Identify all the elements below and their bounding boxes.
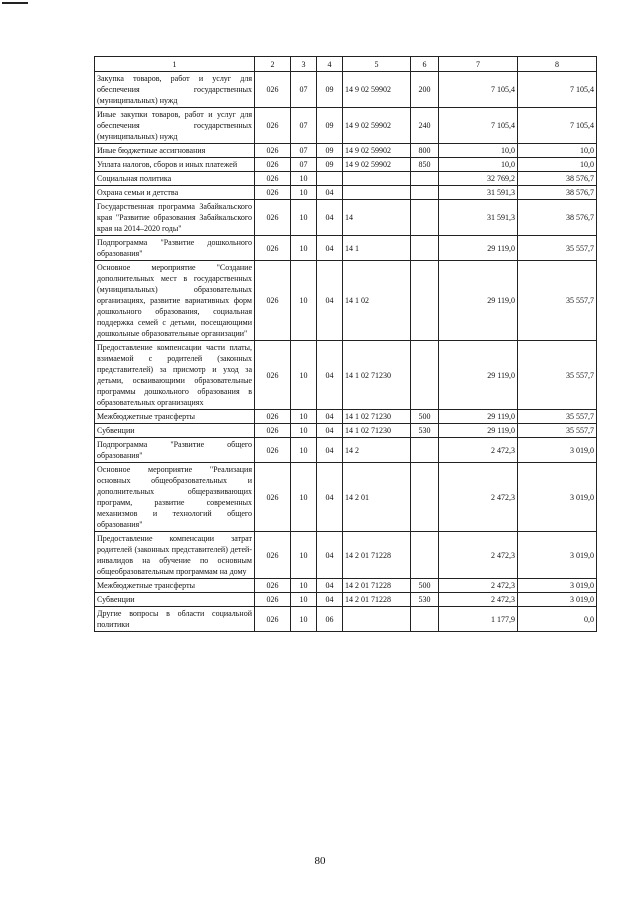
row-csr: 14 2 01 71228 [343, 579, 411, 593]
table-row [95, 72, 597, 108]
row-ved: 026 [255, 579, 291, 593]
row-csr: 14 9 02 59902 [343, 72, 411, 108]
row-pr: 09 [317, 158, 343, 172]
row-rz: 10 [291, 532, 317, 579]
row-sum2: 3 019,0 [518, 579, 597, 593]
table-row [95, 236, 597, 261]
row-pr: 09 [317, 72, 343, 108]
column-header: 5 [343, 57, 411, 72]
row-sum2: 35 557,7 [518, 424, 597, 438]
row-sum2: 10,0 [518, 158, 597, 172]
row-sum1: 10,0 [439, 144, 518, 158]
row-csr [343, 172, 411, 186]
row-rz: 10 [291, 607, 317, 632]
row-csr: 14 1 02 71230 [343, 410, 411, 424]
row-ved: 026 [255, 186, 291, 200]
row-rz: 07 [291, 72, 317, 108]
row-pr: 04 [317, 579, 343, 593]
row-ved: 026 [255, 438, 291, 463]
row-vr: 530 [411, 424, 439, 438]
table-row [95, 108, 597, 144]
row-vr: 800 [411, 144, 439, 158]
row-sum2: 0,0 [518, 607, 597, 632]
row-csr: 14 9 02 59902 [343, 108, 411, 144]
row-sum2: 38 576,7 [518, 186, 597, 200]
row-sum1: 2 472,3 [439, 463, 518, 532]
row-vr [411, 607, 439, 632]
row-name: Межбюджетные трансферты [95, 579, 255, 593]
page-number: 80 [314, 855, 326, 867]
table-row [95, 607, 597, 632]
table-row [95, 158, 597, 172]
row-ved: 026 [255, 593, 291, 607]
row-vr [411, 261, 439, 341]
row-pr: 09 [317, 108, 343, 144]
row-rz: 10 [291, 438, 317, 463]
row-vr [411, 236, 439, 261]
row-name: Субвенции [95, 593, 255, 607]
row-pr: 06 [317, 607, 343, 632]
row-csr: 14 1 [343, 236, 411, 261]
row-sum2: 3 019,0 [518, 593, 597, 607]
row-vr: 530 [411, 593, 439, 607]
row-csr: 14 9 02 59902 [343, 144, 411, 158]
table-row [95, 172, 597, 186]
row-name: Предоставление компенсации затрат родителей (законных представителей) детей-инвалидов на обучение по основным общеобразовательным программам на дому [95, 532, 255, 579]
row-vr [411, 186, 439, 200]
row-name: Иные закупки товаров, работ и услуг для обеспечения государственных (муниципальных) нужд [95, 108, 255, 144]
row-rz: 10 [291, 463, 317, 532]
row-csr [343, 186, 411, 200]
row-pr: 04 [317, 200, 343, 236]
row-name: Предоставление компенсации части платы, взимаемой с родителей (законных представителей) за присмотр и уход за детьми, осваивающими образовательные программы дошкольного образования в образовательных организациях [95, 341, 255, 410]
row-sum2: 3 019,0 [518, 438, 597, 463]
row-name: Основное мероприятие "Реализация основных общеобразовательных и дополнительных общеразвивающих программ, развитие современных механизмов и технологий общего образования" [95, 463, 255, 532]
row-name: Социальная политика [95, 172, 255, 186]
row-sum1: 1 177,9 [439, 607, 518, 632]
row-csr: 14 2 01 71228 [343, 593, 411, 607]
column-header: 3 [291, 57, 317, 72]
row-name: Подпрограмма "Развитие дошкольного образования" [95, 236, 255, 261]
budget-table [94, 56, 597, 632]
row-sum2: 35 557,7 [518, 236, 597, 261]
row-ved: 026 [255, 172, 291, 186]
row-name: Подпрограмма "Развитие общего образования" [95, 438, 255, 463]
row-sum1: 29 119,0 [439, 261, 518, 341]
row-csr: 14 [343, 200, 411, 236]
row-csr: 14 2 [343, 438, 411, 463]
row-name: Межбюджетные трансферты [95, 410, 255, 424]
row-sum1: 2 472,3 [439, 532, 518, 579]
column-header: 4 [317, 57, 343, 72]
row-rz: 10 [291, 579, 317, 593]
row-ved: 026 [255, 261, 291, 341]
row-ved: 026 [255, 607, 291, 632]
row-pr: 04 [317, 186, 343, 200]
row-sum1: 7 105,4 [439, 108, 518, 144]
row-ved: 026 [255, 158, 291, 172]
row-sum1: 2 472,3 [439, 593, 518, 607]
row-rz: 10 [291, 410, 317, 424]
row-ved: 026 [255, 72, 291, 108]
row-vr: 240 [411, 108, 439, 144]
row-sum1: 2 472,3 [439, 438, 518, 463]
row-csr [343, 607, 411, 632]
row-sum2: 35 557,7 [518, 341, 597, 410]
row-sum2: 35 557,7 [518, 410, 597, 424]
row-vr [411, 463, 439, 532]
column-header: 2 [255, 57, 291, 72]
row-sum1: 31 591,3 [439, 186, 518, 200]
table-row [95, 579, 597, 593]
row-rz: 10 [291, 341, 317, 410]
row-sum1: 29 119,0 [439, 236, 518, 261]
row-ved: 026 [255, 424, 291, 438]
row-name: Основное мероприятие "Создание дополнительных мест в государственных (муниципальных) образовательных организациях, развитие вариативных форм дошкольного образования, социальная поддержка семей с детьми, посещающими дошкольные образовательные организации" [95, 261, 255, 341]
row-vr [411, 438, 439, 463]
table-row [95, 410, 597, 424]
row-pr: 04 [317, 463, 343, 532]
row-pr: 04 [317, 593, 343, 607]
row-pr: 04 [317, 341, 343, 410]
column-header: 1 [95, 57, 255, 72]
row-csr: 14 1 02 71230 [343, 341, 411, 410]
row-vr [411, 532, 439, 579]
row-pr [317, 172, 343, 186]
row-ved: 026 [255, 200, 291, 236]
row-pr: 04 [317, 424, 343, 438]
row-vr [411, 172, 439, 186]
row-rz: 10 [291, 593, 317, 607]
column-header: 6 [411, 57, 439, 72]
row-csr: 14 9 02 59902 [343, 158, 411, 172]
row-sum2: 35 557,7 [518, 261, 597, 341]
table-header-row [95, 57, 597, 72]
corner-scan-mark [2, 2, 28, 4]
row-pr: 04 [317, 236, 343, 261]
row-ved: 026 [255, 532, 291, 579]
row-rz: 10 [291, 236, 317, 261]
column-header: 7 [439, 57, 518, 72]
table-row [95, 532, 597, 579]
row-name: Уплата налогов, сборов и иных платежей [95, 158, 255, 172]
table-row [95, 593, 597, 607]
row-ved: 026 [255, 410, 291, 424]
row-pr: 04 [317, 438, 343, 463]
table-row [95, 424, 597, 438]
row-vr: 500 [411, 410, 439, 424]
row-sum1: 2 472,3 [439, 579, 518, 593]
row-pr: 04 [317, 261, 343, 341]
table-row [95, 200, 597, 236]
row-ved: 026 [255, 144, 291, 158]
table-row [95, 144, 597, 158]
table-row [95, 438, 597, 463]
column-header: 8 [518, 57, 597, 72]
row-name: Другие вопросы в области социальной политики [95, 607, 255, 632]
row-ved: 026 [255, 108, 291, 144]
row-rz: 10 [291, 200, 317, 236]
row-ved: 026 [255, 236, 291, 261]
row-vr: 850 [411, 158, 439, 172]
row-sum1: 29 119,0 [439, 424, 518, 438]
row-csr: 14 2 01 71228 [343, 532, 411, 579]
row-sum2: 38 576,7 [518, 200, 597, 236]
row-sum1: 29 119,0 [439, 341, 518, 410]
row-csr: 14 1 02 [343, 261, 411, 341]
row-name: Иные бюджетные ассигнования [95, 144, 255, 158]
row-vr: 200 [411, 72, 439, 108]
row-rz: 10 [291, 424, 317, 438]
row-sum1: 29 119,0 [439, 410, 518, 424]
row-sum1: 32 769,2 [439, 172, 518, 186]
row-name: Государственная программа Забайкальского края "Развитие образования Забайкальского края на 2014–2020 годы" [95, 200, 255, 236]
row-csr: 14 2 01 [343, 463, 411, 532]
row-sum1: 31 591,3 [439, 200, 518, 236]
row-rz: 07 [291, 144, 317, 158]
row-rz: 07 [291, 108, 317, 144]
row-sum2: 38 576,7 [518, 172, 597, 186]
row-sum2: 7 105,4 [518, 108, 597, 144]
row-name: Охрана семьи и детства [95, 186, 255, 200]
row-sum1: 7 105,4 [439, 72, 518, 108]
row-csr: 14 1 02 71230 [343, 424, 411, 438]
row-rz: 10 [291, 186, 317, 200]
row-rz: 07 [291, 158, 317, 172]
row-sum2: 3 019,0 [518, 463, 597, 532]
row-sum1: 10,0 [439, 158, 518, 172]
table-row [95, 341, 597, 410]
row-sum2: 3 019,0 [518, 532, 597, 579]
row-vr [411, 341, 439, 410]
row-sum2: 10,0 [518, 144, 597, 158]
table-row [95, 261, 597, 341]
table-row [95, 186, 597, 200]
row-pr: 04 [317, 532, 343, 579]
row-name: Закупка товаров, работ и услуг для обеспечения государственных (муниципальных) нужд [95, 72, 255, 108]
row-pr: 04 [317, 410, 343, 424]
row-vr [411, 200, 439, 236]
row-name: Субвенции [95, 424, 255, 438]
row-sum2: 7 105,4 [518, 72, 597, 108]
row-rz: 10 [291, 261, 317, 341]
table-row [95, 463, 597, 532]
row-pr: 09 [317, 144, 343, 158]
row-ved: 026 [255, 463, 291, 532]
row-vr: 500 [411, 579, 439, 593]
row-ved: 026 [255, 341, 291, 410]
row-rz: 10 [291, 172, 317, 186]
